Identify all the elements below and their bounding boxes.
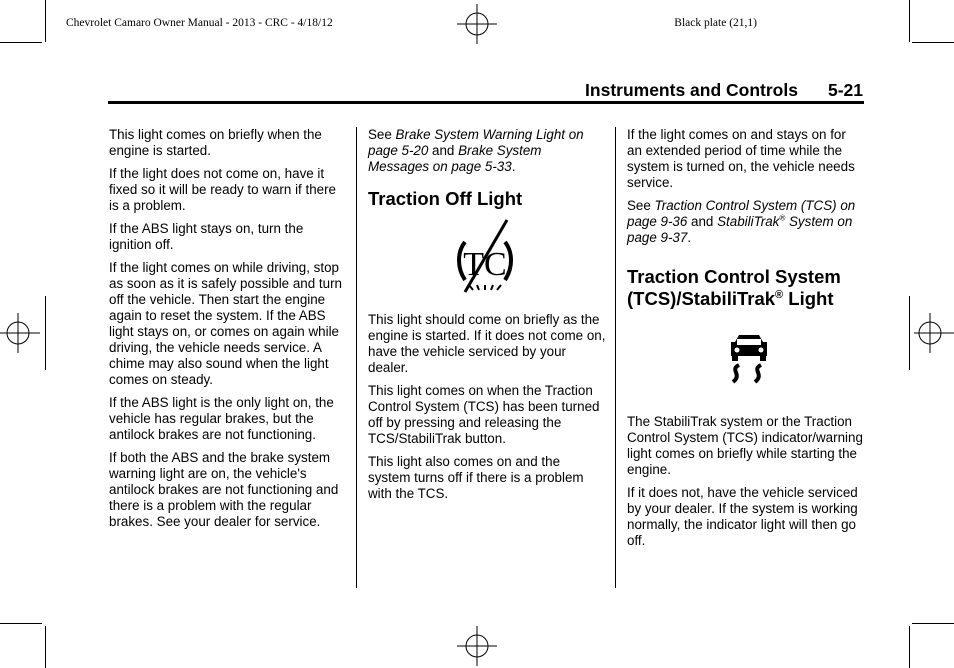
manual-info: Chevrolet Camaro Owner Manual - 2013 - CRC - 4/18/12: [66, 17, 333, 29]
paragraph: This light should come on briefly as the engine is started. If it does not come on, have the vehicle serviced by your dealer.: [368, 312, 606, 375]
stabilitrak-icon-box: [725, 332, 773, 388]
column-2: [368, 127, 606, 509]
column-divider: [615, 127, 616, 588]
and-text: and: [687, 214, 718, 229]
crosshair-registration-icon: [0, 313, 40, 353]
section-title: Instruments and Controls: [585, 80, 798, 100]
traction-off-icon-box: [451, 218, 519, 298]
see-text: See: [368, 127, 396, 142]
traction-off-icon: [451, 218, 519, 298]
tc-icon-text: TC: [463, 246, 507, 283]
paragraph: This light also comes on and the system turns off if there is a problem with the TCS.: [368, 454, 584, 501]
crop-mark: [912, 623, 954, 624]
paragraph: This light comes on when the Traction Control System (TCS) has been turned off by pressing and releasing the TCS/StabiliTrak button.: [368, 383, 600, 446]
crosshair-registration-icon: [457, 4, 497, 44]
plate-label: Black plate (21,1): [674, 17, 757, 29]
page-number: 5-21: [827, 80, 863, 100]
paragraph: If the light does not come on, have it fixed so it will be ready to warn if there is a problem.: [109, 166, 337, 213]
heading-text: Light: [783, 288, 834, 309]
paragraph: If the light comes on and stays on for an extended period of time while the system is turned on, the vehicle needs service.: [627, 127, 855, 190]
paragraph: If the ABS light is the only light on, the vehicle has regular brakes, but the antilock brakes are not functioning.: [109, 395, 334, 442]
ref-text: System on page 9-37: [627, 214, 853, 245]
registered-mark: ®: [775, 288, 784, 301]
crosshair-registration-icon: [457, 626, 497, 666]
column-divider: [356, 127, 357, 588]
crop-mark: [909, 626, 910, 668]
paragraph: If the ABS light stays on, turn the ignition off.: [109, 221, 304, 252]
ref-text: StabiliTrak: [717, 214, 780, 229]
stabilitrak-icon: [725, 332, 773, 388]
crop-mark: [0, 623, 42, 624]
see-text: See: [627, 198, 655, 213]
crop-mark: [45, 626, 46, 668]
heading-rule: [108, 101, 864, 104]
paragraph: This light comes on briefly when the engine is started.: [109, 127, 322, 158]
column-1: [109, 127, 346, 537]
crop-mark: [0, 42, 42, 43]
crop-mark: [909, 296, 910, 370]
paragraph: If both the ABS and the brake system warning light are on, the vehicle's antilock brakes are not functioning and there is a problem with the regular brakes. See your dealer for service.: [109, 450, 339, 529]
reference-paragraph: [368, 127, 606, 175]
stabilitrak-heading: [627, 266, 864, 310]
and-text: and: [428, 143, 459, 158]
paragraph: If it does not, have the vehicle serviced by your dealer. If the system is working normally, the indicator light will then go off.: [627, 485, 858, 548]
crosshair-registration-icon: [914, 313, 954, 353]
traction-off-heading: Traction Off Light: [368, 188, 523, 209]
cross-reference-link[interactable]: Brake System Warning Light on page 5-20: [368, 127, 584, 158]
paragraph: If the light comes on while driving, stop as soon as it is safely possible and turn off the vehicle. Then start the engine again to reset the system. If the ABS light stays on, or comes on again while driving, the vehicle needs service. A chime may also sound when the light comes on steady.: [109, 260, 342, 387]
reference-paragraph: [627, 198, 864, 246]
heading-text: Traction Control System (TCS)/StabiliTrak: [627, 266, 841, 309]
crop-mark: [45, 0, 46, 42]
cross-reference-link[interactable]: Traction Control System (TCS) on page 9-36: [627, 198, 856, 229]
crop-mark: [912, 42, 954, 43]
registered-mark: ®: [779, 213, 786, 223]
period-text: .: [511, 159, 516, 174]
cross-reference-link[interactable]: Brake System Messages on page 5-33: [368, 143, 542, 174]
column-3: [627, 127, 864, 556]
crop-mark: [45, 296, 46, 370]
period-text: .: [687, 230, 692, 245]
section-heading: [585, 80, 863, 101]
paragraph: The StabiliTrak system or the Traction Control System (TCS) indicator/warning light comes on briefly while starting the engine.: [627, 414, 863, 477]
crop-mark: [909, 0, 910, 42]
